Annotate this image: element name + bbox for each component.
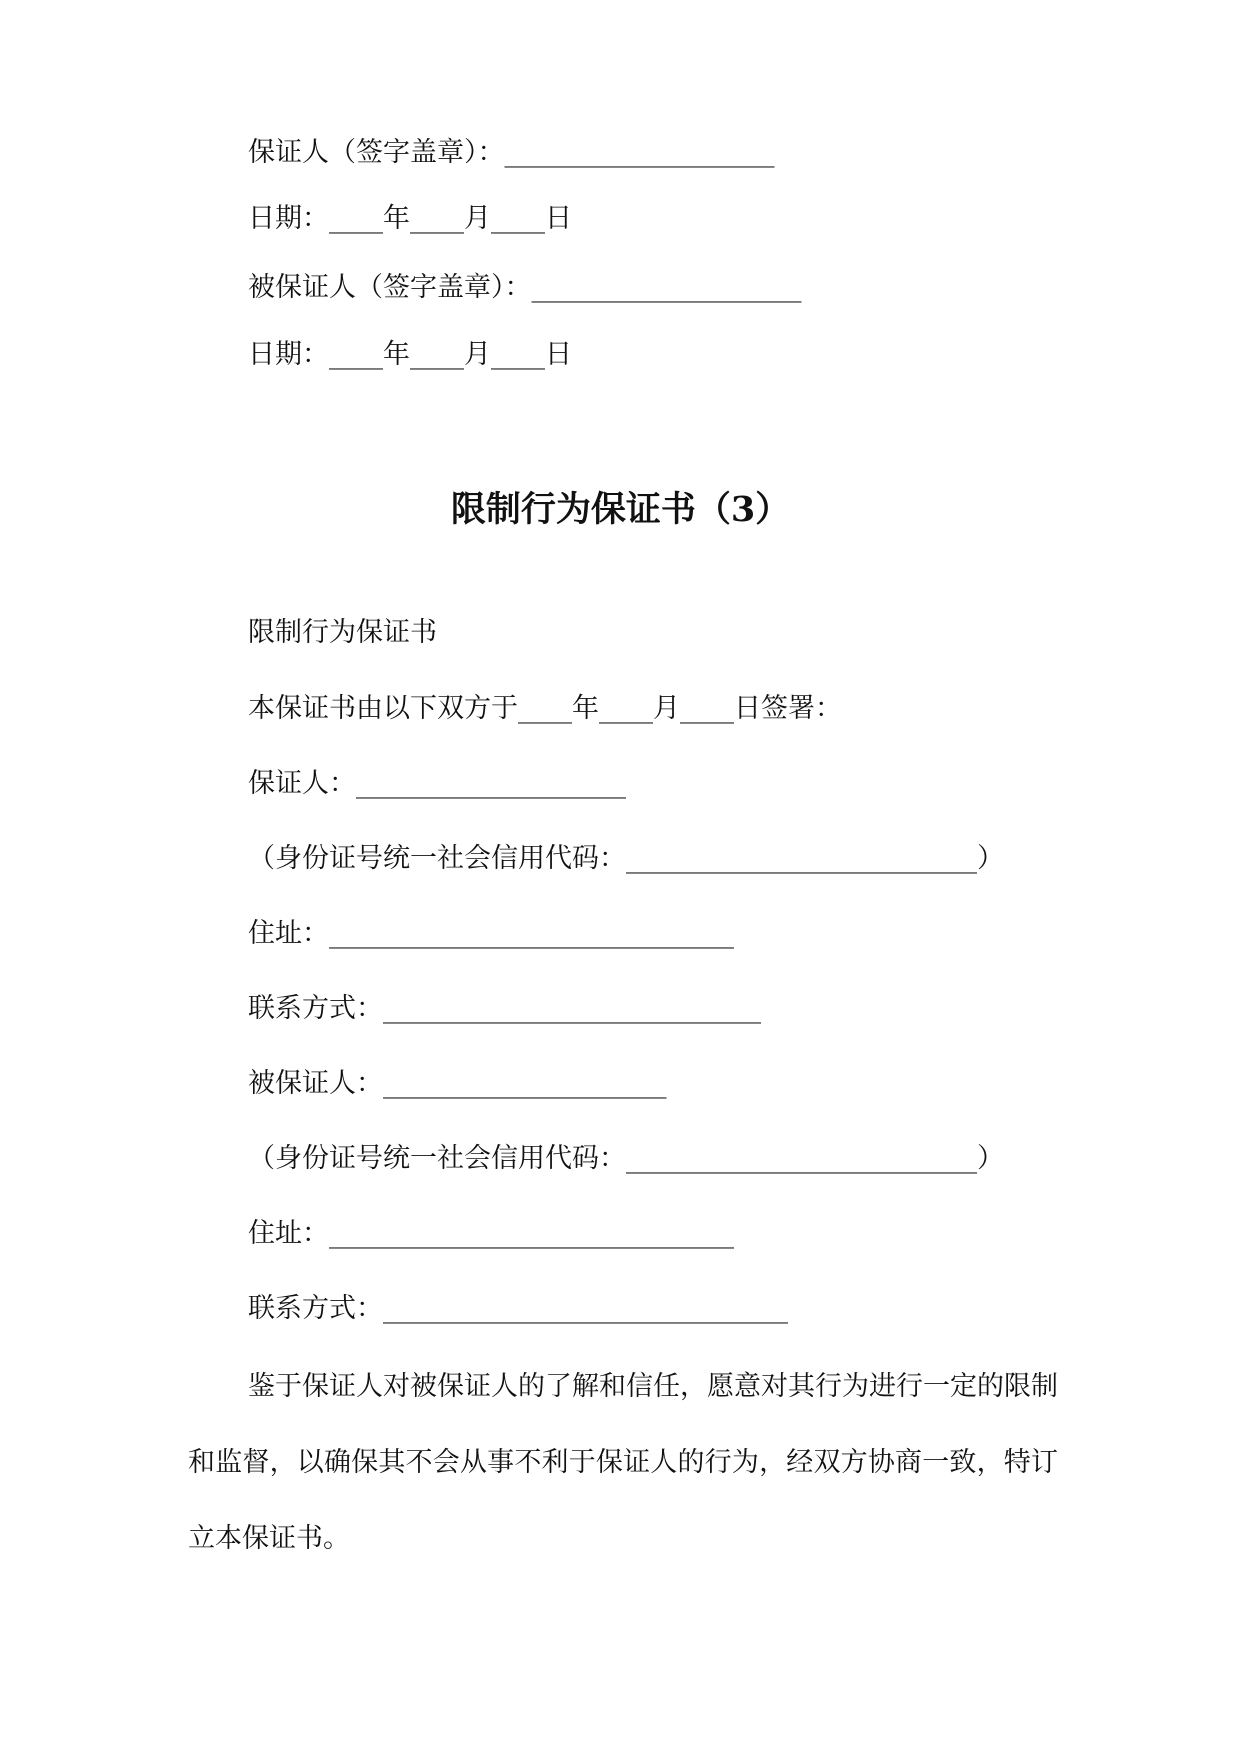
guaranteed-date-line: 日期：____年____月____日 [248,339,572,370]
section-title: 限制行为保证书（3） [450,489,791,530]
intro-line: 本保证书由以下双方于____年____月____日签署： [248,693,842,724]
guaranteed-address-line: 住址：______________________________ [248,1218,734,1249]
guaranteed-name-line: 被保证人：_____________________ [248,1068,667,1099]
body-paragraph: 鉴于保证人对被保证人的了解和信任，愿意对其行为进行一定的限制和监督，以确保其不会从事不利于保证人的行为，经双方协商一致，特订立本保证书。 [188,1371,1058,1554]
guaranteed-id-line: （身份证号统一社会信用代码：__________________________） [248,1143,1004,1174]
guarantor-name-line: 保证人：____________________ [248,768,626,799]
guarantor-id-line: （身份证号统一社会信用代码：__________________________） [248,843,1004,874]
guarantor-date-line: 日期：____年____月____日 [248,203,572,234]
guarantor-contact-line: 联系方式：____________________________ [248,993,761,1024]
guarantor-address-line: 住址：______________________________ [248,918,734,949]
guaranteed-contact-line: 联系方式：______________________________ [248,1293,788,1324]
guarantor-signature-line: 保证人（签字盖章）：____________________ [248,137,775,168]
guaranteed-signature-line: 被保证人（签字盖章）：____________________ [248,272,802,303]
section-heading: 限制行为保证书 [248,617,437,648]
